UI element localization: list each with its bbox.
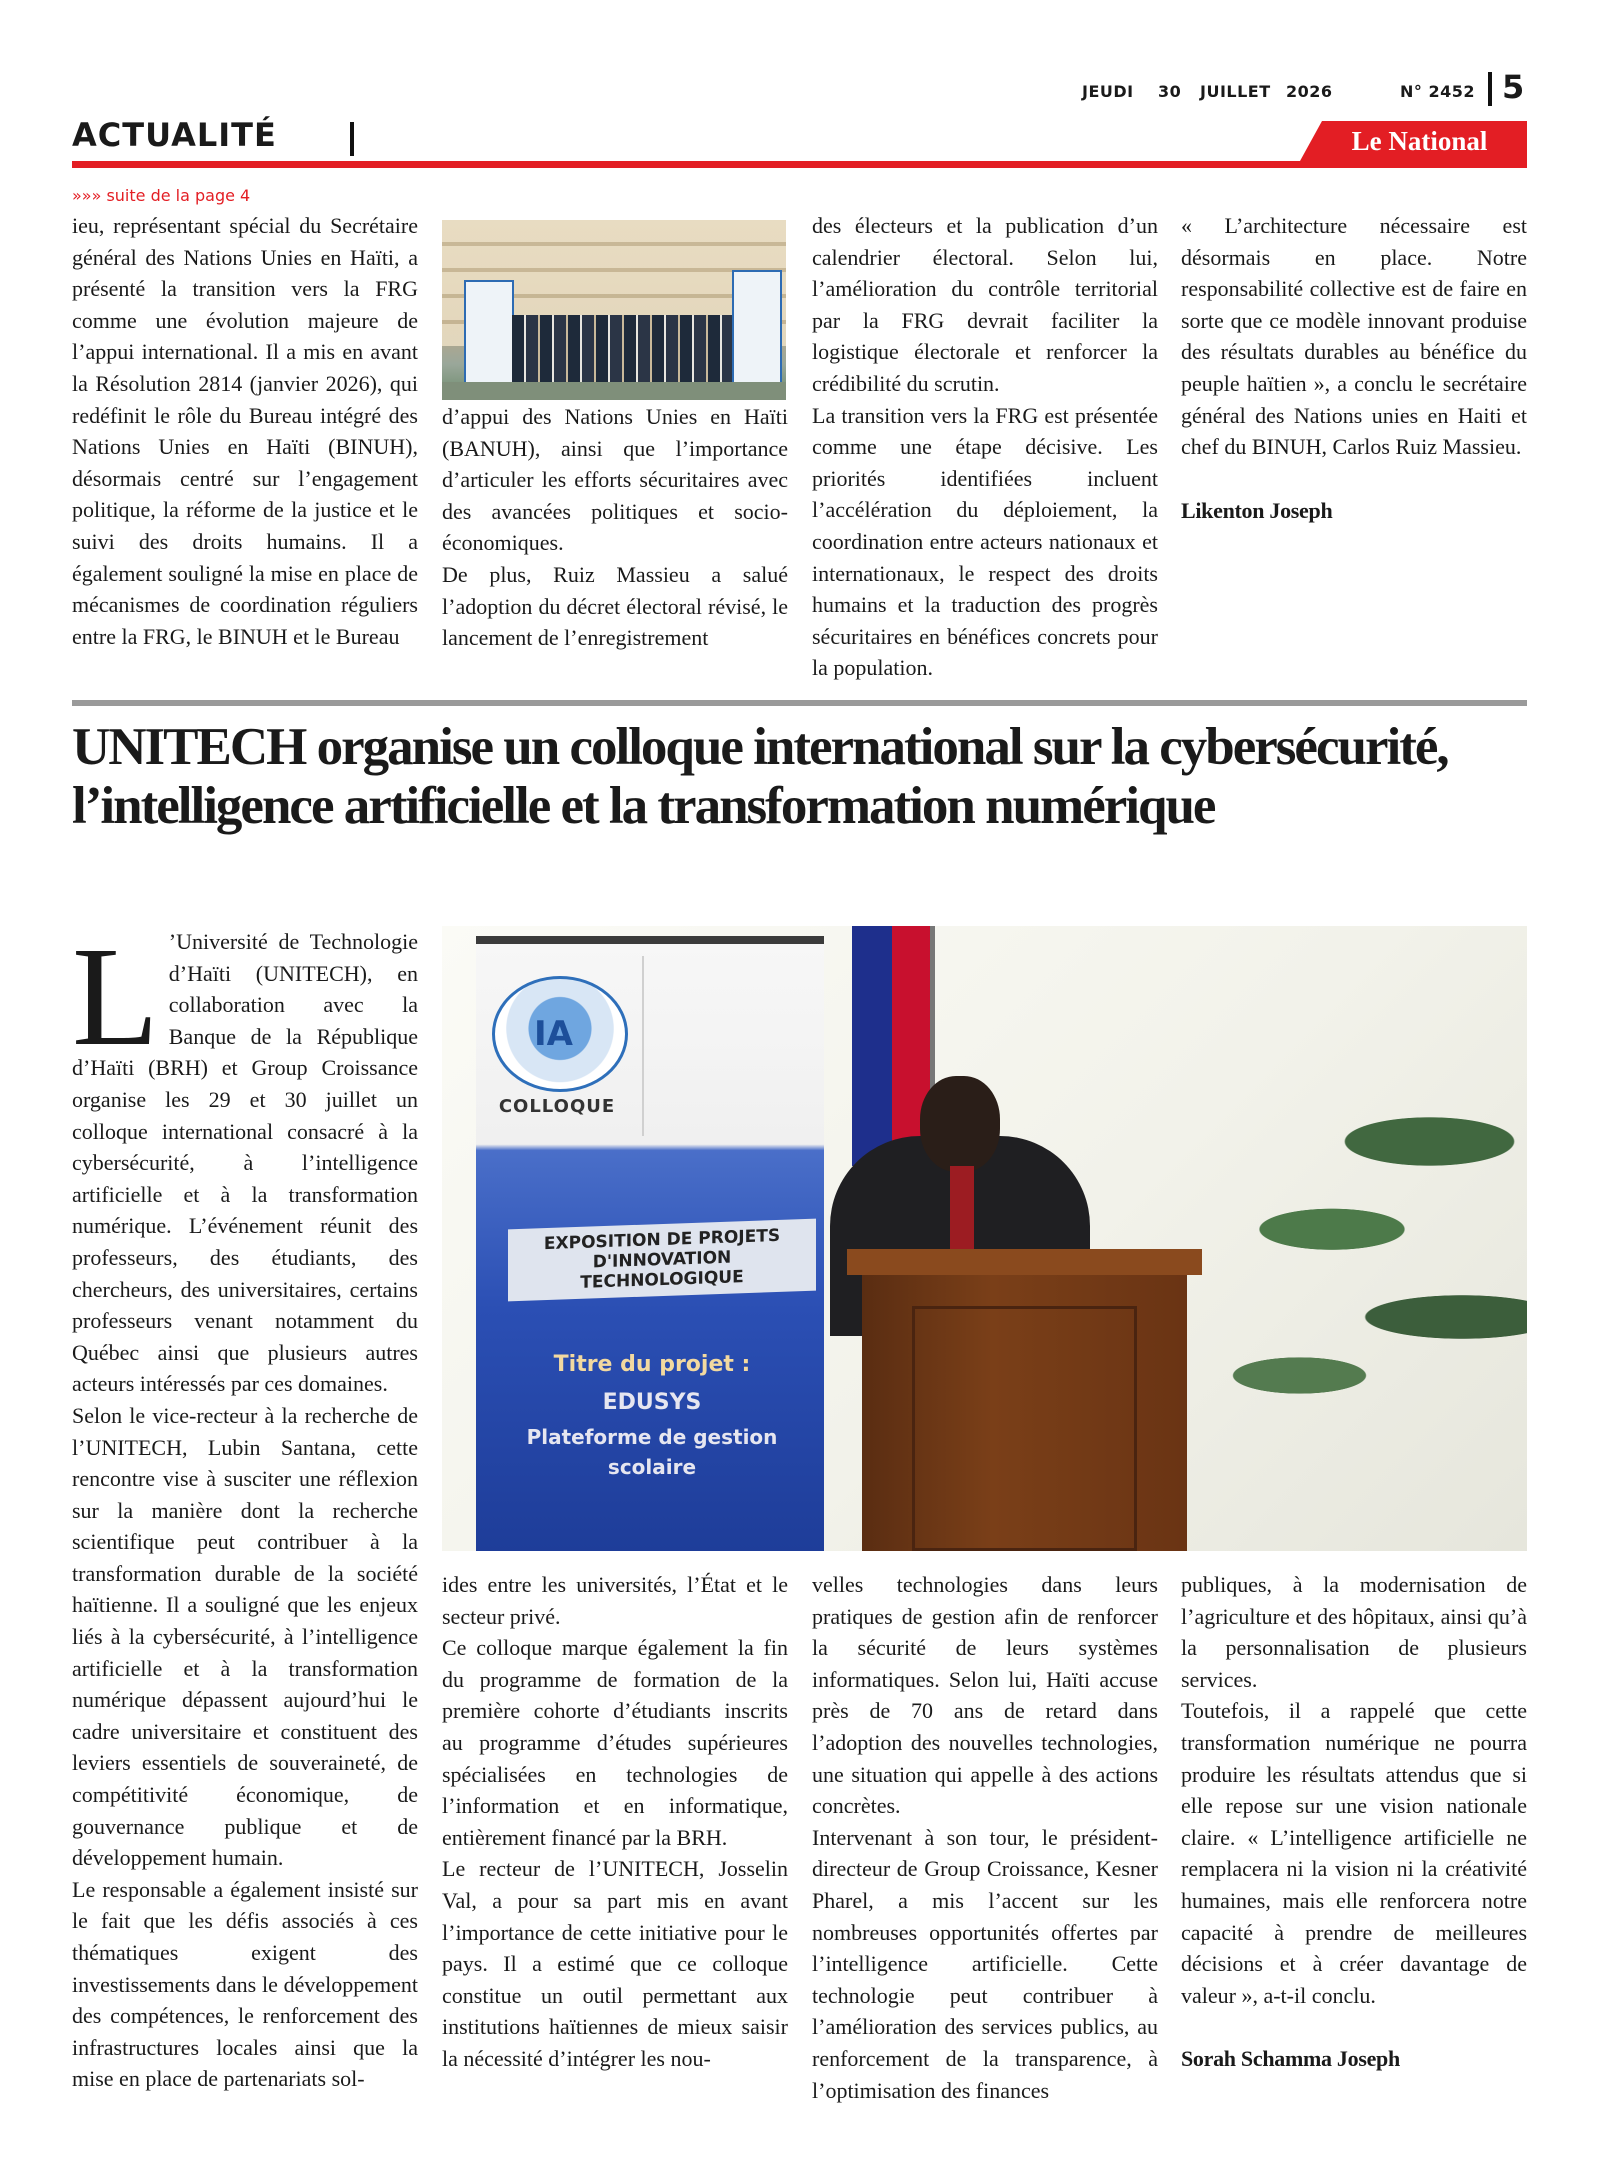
- paragraph: Le recteur de l’UNITECH, Josselin Val, a pour sa part mis en avant l’importance de cette initiative pour le pays. Il a estimé que ce colloque constitue un outil permettant aux institutions haïtiennes de mieux saisir la nécessité d’intégrer les nou-: [442, 1856, 788, 2071]
- paragraph: publiques, à la modernisation de l’agriculture et des hôpitaux, ainsi qu’à la personnalisation de plusieurs services.: [1181, 1572, 1527, 1692]
- exposition-title: EXPOSITION DE PROJETS D'INNOVATION TECHNOLOGIQUE: [508, 1219, 816, 1302]
- podium-panel: [912, 1306, 1137, 1551]
- partner-logos: [642, 956, 794, 1136]
- paragraph: Le responsable a également insisté sur le fait que les défis associés à ces thématiques exigent des investissements dans le développement des compétences, le renforcement des infrastructures locales ainsi que la mise en place de partenariats sol-: [72, 1876, 418, 2092]
- conference-photo: [442, 926, 1527, 1551]
- article2-column-4: [1181, 1569, 1527, 2075]
- paragraph: d’appui des Nations Unies en Haïti (BANUH), ainsi que l’importance d’articuler les efforts sécuritaires avec des avancées politiques et socio-économiques.: [442, 404, 788, 556]
- header-divider: [1488, 72, 1492, 106]
- article1-column-3: [812, 210, 1158, 684]
- banner: [732, 270, 782, 394]
- article-divider: [72, 700, 1527, 706]
- continued-from: »»» suite de la page 4: [72, 186, 251, 205]
- header-month: JUILLET: [1200, 82, 1271, 101]
- paragraph: Selon le vice-recteur à la recherche de l’UNITECH, Lubin Santana, cette rencontre vise à susciter une réflexion sur la manière dont la recherche scientifique peut contribuer à la transformation durable de la société haïtienne. Il a souligné que les enjeux liés à la cybersécurité, à l’intelligence artificielle et à la transformation numérique dépassent aujourd’hui le cadre universitaire et constituent des leviers essentiels de souveraineté, de compétitivité économique, de gouvernance publique et de développement humain.: [72, 1402, 418, 1871]
- banner: [464, 280, 514, 394]
- header-date-number: 30: [1158, 82, 1182, 101]
- paragraph: velles technologies dans leurs pratiques de gestion afin de renforcer la sécurité de leurs systèmes informatiques. Selon lui, Haïti accuse près de 70 ans de retard dans l’adoption des nouvelles technologies, une situation qui appelle à des actions concrètes.: [812, 1572, 1158, 1819]
- drop-cap: L: [72, 917, 159, 1075]
- header-rule: [72, 161, 1527, 168]
- paragraph: « L’architecture nécessaire est désormais en place. Notre responsabilité collective est de faire en sorte que ce modèle innovant produise des résultats durables au bénéfice du peuple haïtien », a conclu le secrétaire général des Nations unies en Haiti et chef du BINUH, Carlos Ruiz Massieu.: [1181, 213, 1527, 460]
- paragraph: des électeurs et la publication d’un calendrier électoral. Selon lui, l’amélioration du contrôle territorial par la FRG devrait faciliter la logistique électorale et renforcer la crédibilité du scrutin.: [812, 213, 1158, 396]
- page-number: 5: [1502, 68, 1525, 106]
- paragraph: ’Université de Technologie d’Haïti (UNITECH), en collaboration avec la Banque de la République d’Haïti (BRH) et Group Croissance organise les 29 et 30 juillet un colloque international consacré à la cybersécurité, à l’intelligence artificielle et à la transformation numérique. L’événement réunit des professeurs, des étudiants, des chercheurs, des universitaires, certains professeurs venant notamment du Québec ainsi que plusieurs autres acteurs intéressés par ces domaines.: [72, 929, 418, 1397]
- paragraph: De plus, Ruiz Massieu a salué l’adoption du décret électoral révisé, le lancement de l’enregistrement: [442, 561, 788, 651]
- header-year: 2026: [1286, 82, 1333, 101]
- section-divider: [350, 122, 354, 156]
- group-photo: [442, 220, 786, 400]
- project-text: Titre du projet : EDUSYS Plateforme de gestion scolaire: [526, 1352, 778, 1479]
- paragraph: Intervenant à son tour, le président-directeur de Group Croissance, Kesner Pharel, a mis l’accent sur les nombreuses opportunités offertes par l’intelligence artificielle. Cette technologie peut contribuer à l’amélioration des services publics, au renforcement de la transparence, à l’optimisation des finances: [812, 1824, 1158, 2103]
- paragraph: ides entre les universités, l’État et le secteur privé.: [442, 1572, 788, 1629]
- issue-number: N° 2452: [1400, 82, 1475, 101]
- article2-column-1: [72, 917, 418, 2095]
- brand-name: Le National: [1351, 126, 1488, 156]
- logo-text: IA: [534, 1014, 573, 1054]
- paragraph: La transition vers la FRG est présentée comme une étape décisive. Les priorités identifiées incluent l’accélération du déploiement, la coordination entre acteurs nationaux et internationaux, le respect des droits humains et la traduction des progrès sécuritaires en bénéfices concrets pour la population.: [812, 402, 1158, 681]
- paragraph: Ce colloque marque également la fin du programme de formation de la première cohorte d’étudiants inscrits au programme d’études supérieures spécialisées en technologies de l’information et en informatique, entièrement financé par la BRH.: [442, 1635, 788, 1850]
- paragraph: Toutefois, il a rappelé que cette transformation numérique ne pourra produire les résultats attendus que si elle repose sur une vision nationale claire. « L’intelligence artificielle ne remplacera ni la vision ni la créativité humaines, mais elle renforcera notre capacité à prendre de meilleures décisions et à créer davantage de valeur », a-t-il conclu.: [1181, 1698, 1527, 2008]
- byline: Sorah Schamma Joseph: [1181, 2046, 1400, 2072]
- podium-top: [847, 1249, 1202, 1275]
- article1-column-4: [1181, 210, 1527, 526]
- palm-plant: [1202, 966, 1527, 1551]
- section-title: ACTUALITÉ: [72, 116, 277, 154]
- article2-column-2: [442, 1569, 788, 2075]
- article1-column-1: [72, 210, 418, 652]
- article1-column-2: [442, 401, 788, 654]
- header-day: JEUDI: [1082, 82, 1134, 101]
- colloque-text: COLLOQUE: [498, 1096, 616, 1117]
- speaker-head: [920, 1076, 1000, 1172]
- headline: UNITECH organise un colloque international sur la cybersécurité, l’intelligence artificielle et la transformation numérique: [72, 718, 1448, 835]
- article2-column-3: [812, 1569, 1158, 2106]
- paragraph: ieu, représentant spécial du Secrétaire général des Nations Unies en Haïti, a présenté la transition vers la FRG comme une évolution majeure de l’appui international. Il a mis en avant la Résolution 2814 (janvier 2026), qui redéfinit le rôle du Bureau intégré des Nations Unies en Haïti (BINUH), désormais centré sur l’engagement politique, la réforme de la justice et le suivi des droits humains. Il a également souligné la mise en place de mécanismes de coordination réguliers entre la FRG, le BINUH et le Bureau: [72, 213, 418, 649]
- byline: Likenton Joseph: [1181, 497, 1333, 523]
